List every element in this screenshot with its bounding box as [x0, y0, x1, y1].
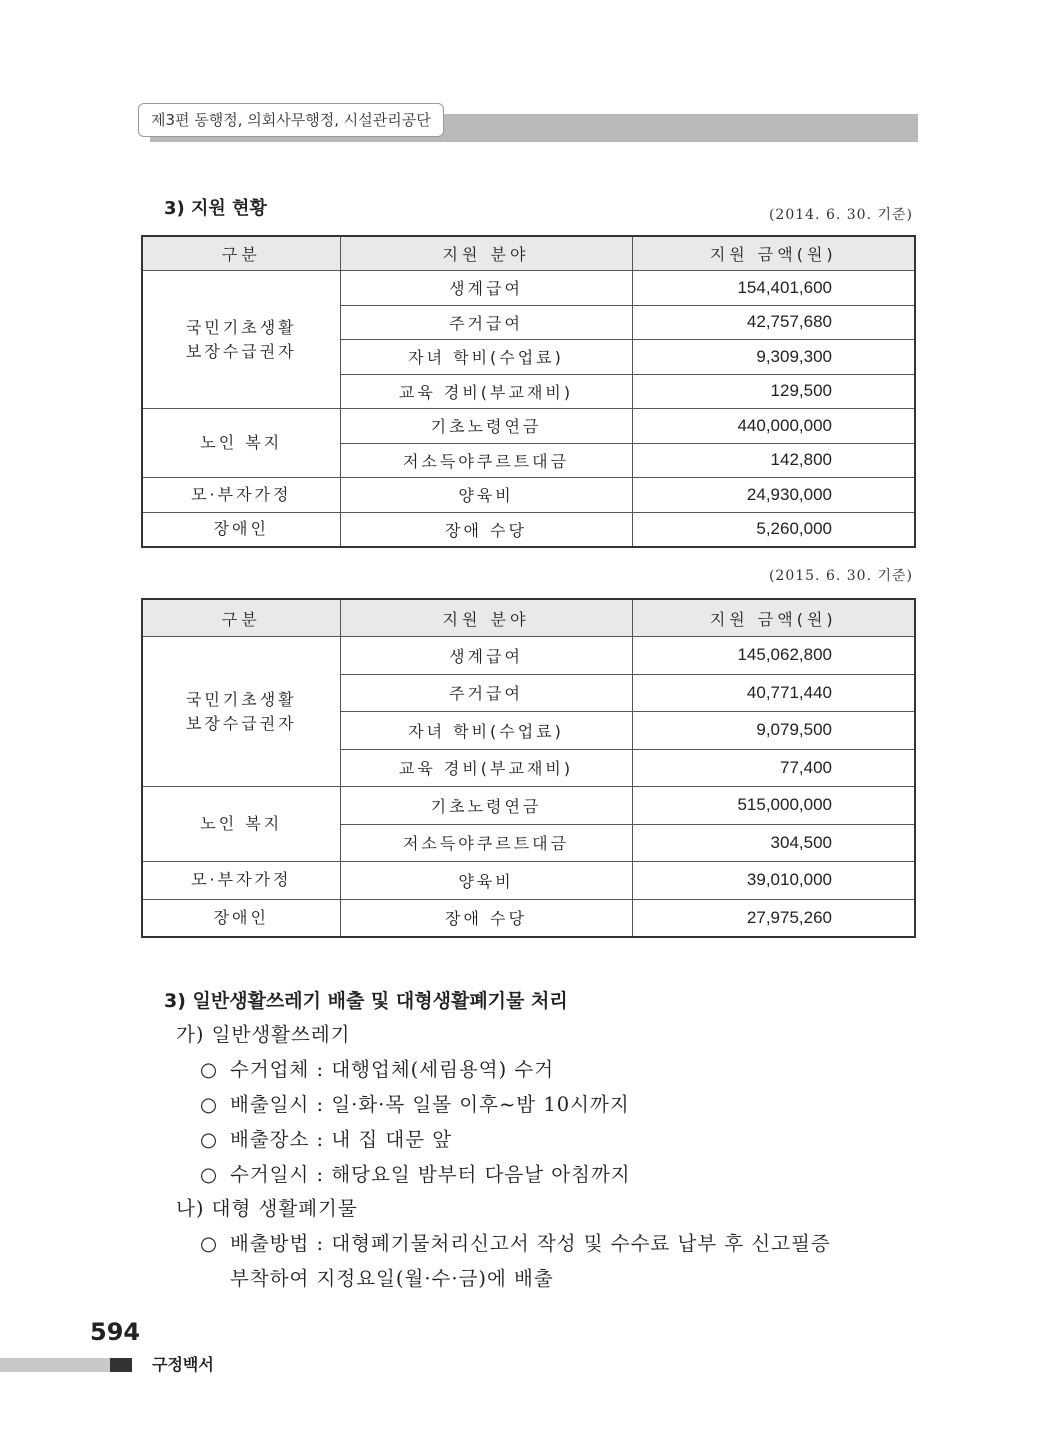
bullet-symbol: ○: [200, 1093, 219, 1116]
category-label: 국민기초생활 보장수급권자: [185, 317, 297, 361]
footer-marker: [110, 1358, 132, 1372]
amount-cell: 9,309,300: [632, 340, 915, 375]
field-cell: 양육비: [340, 478, 632, 513]
category-cell: [142, 271, 340, 409]
bullet-disposal-method: [200, 1228, 831, 1256]
field-cell: 교육 경비(부교재비): [340, 749, 632, 787]
bullet-symbol: ○: [200, 1232, 219, 1255]
category-cell: 모·부자가정: [142, 478, 340, 513]
bullet-text: 배출장소 : 내 집 대문 앞: [230, 1128, 453, 1151]
amount-cell: 129,500: [632, 374, 915, 409]
book-title: 구정백서: [152, 1355, 214, 1374]
field-cell: 생계급여: [340, 637, 632, 675]
bullet-disposal-time: [200, 1089, 630, 1117]
table-row: [142, 787, 915, 825]
bullet-symbol: ○: [200, 1128, 219, 1151]
bullet-text: 수거일시 : 해당요일 밤부터 다음날 아침까지: [230, 1163, 631, 1186]
field-cell: 장애 수당: [340, 899, 632, 937]
footer-bar: [0, 1358, 110, 1372]
amount-cell: 142,800: [632, 443, 915, 478]
table2-basis-date: (2015. 6. 30. 기준): [768, 568, 913, 584]
bullet-text: 배출방법 : 대형폐기물처리신고서 작성 및 수수료 납부 후 신고필증: [230, 1232, 831, 1255]
amount-cell: 24,930,000: [632, 478, 915, 513]
amount-cell: 5,260,000: [632, 512, 915, 547]
bullet-disposal-method-cont: 부착하여 지정요일(월·수·금)에 배출: [230, 1267, 554, 1290]
field-cell: 양육비: [340, 862, 632, 900]
bullet-symbol: ○: [200, 1058, 219, 1081]
subheading-general-waste: 가) 일반생활쓰레기: [176, 1023, 351, 1046]
field-cell: 자녀 학비(수업료): [340, 712, 632, 750]
col-header-category: 구분: [142, 599, 340, 637]
support-table-2014: [141, 235, 916, 548]
field-cell: 저소득야쿠르트대금: [340, 824, 632, 862]
amount-cell: 39,010,000: [632, 862, 915, 900]
amount-cell: 77,400: [632, 749, 915, 787]
category-cell: [142, 637, 340, 787]
bullet-text: 수거업체 : 대행업체(세림용역) 수거: [230, 1058, 555, 1081]
amount-cell: 515,000,000: [632, 787, 915, 825]
table-row: [142, 862, 915, 900]
bullet-text: 배출일시 : 일·화·목 일몰 이후~밤 10시까지: [230, 1093, 630, 1116]
field-cell: 주거급여: [340, 305, 632, 340]
bullet-symbol: ○: [200, 1163, 219, 1186]
field-cell: 생계급여: [340, 271, 632, 306]
section-title-waste-disposal: 3) 일반생활쓰레기 배출 및 대형생활폐기물 처리: [164, 990, 568, 1012]
page-number: 594: [90, 1318, 141, 1346]
amount-cell: 440,000,000: [632, 409, 915, 444]
section-title-support-status: 3) 지원 현황: [164, 198, 267, 219]
field-cell: 주거급여: [340, 674, 632, 712]
amount-cell: 27,975,260: [632, 899, 915, 937]
table-row: [142, 409, 915, 444]
category-cell: 장애인: [142, 899, 340, 937]
subheading-bulky-waste: 나) 대형 생활폐기물: [176, 1197, 358, 1220]
table1-basis-date: (2014. 6. 30. 기준): [768, 207, 913, 223]
field-cell: 장애 수당: [340, 512, 632, 547]
col-header-field: 지원 분야: [340, 599, 632, 637]
field-cell: 교육 경비(부교재비): [340, 374, 632, 409]
amount-cell: 154,401,600: [632, 271, 915, 306]
amount-cell: 145,062,800: [632, 637, 915, 675]
category-cell: 노인 복지: [142, 409, 340, 478]
col-header-field: 지원 분야: [340, 236, 632, 271]
bullet-disposal-place: [200, 1124, 452, 1152]
category-cell: 장애인: [142, 512, 340, 547]
table-row: [142, 637, 915, 675]
field-cell: 기초노령연금: [340, 409, 632, 444]
amount-cell: 9,079,500: [632, 712, 915, 750]
table-row: [142, 512, 915, 547]
category-cell: 모·부자가정: [142, 862, 340, 900]
amount-cell: 40,771,440: [632, 674, 915, 712]
col-header-amount: 지원 금액(원): [632, 599, 915, 637]
category-label: 국민기초생활 보장수급권자: [185, 689, 297, 733]
category-cell: 노인 복지: [142, 787, 340, 862]
field-cell: 기초노령연금: [340, 787, 632, 825]
amount-cell: 304,500: [632, 824, 915, 862]
col-header-amount: 지원 금액(원): [632, 236, 915, 271]
table-row: [142, 899, 915, 937]
field-cell: 저소득야쿠르트대금: [340, 443, 632, 478]
col-header-category: 구분: [142, 236, 340, 271]
amount-cell: 42,757,680: [632, 305, 915, 340]
chapter-label: 제3편 동행정, 의회사무행정, 시설관리공단: [138, 103, 444, 137]
bullet-collector: [200, 1054, 554, 1082]
support-table-2015: [141, 598, 916, 938]
field-cell: 자녀 학비(수업료): [340, 340, 632, 375]
bullet-collection-time: [200, 1159, 631, 1187]
table-row: [142, 271, 915, 306]
table-row: [142, 478, 915, 513]
